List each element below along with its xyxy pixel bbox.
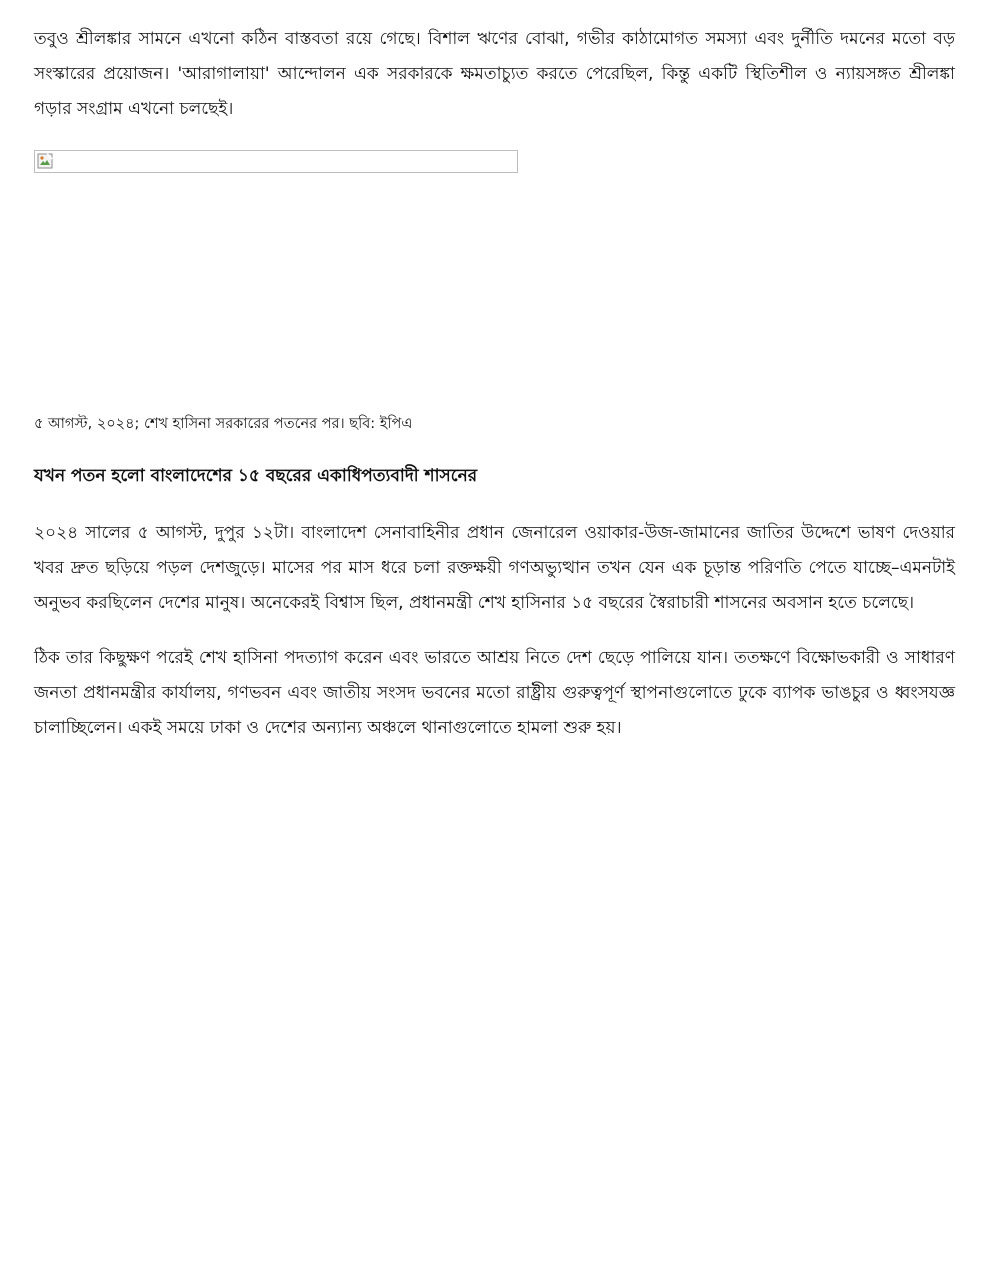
section-heading: যখন পতন হলো বাংলাদেশের ১৫ বছরের একাধিপত্যবাদী শাসনের [34,466,478,486]
image-caption: ৫ আগস্ট, ২০২৪; শেখ হাসিনা সরকারের পতনের পর। ছবি: ইপিএ [34,416,413,432]
intro-paragraph: তবুও শ্রীলঙ্কার সামনে এখনো কঠিন বাস্তবতা রয়ে গেছে। বিশাল ঋণের বোঝা, গভীর কাঠামোগত সমস্যা এবং দুর্নীতি দমনের মতো বড় সংস্কারের প্রয়োজন। 'আরাগালায়া' আন্দোলন এক সরকারকে ক্ষমতাচ্যুত করতে পেরেছিল, কিন্তু একটি স্থিতিশীল ও ন্যায়সঙ্গত শ্রীলঙ্কা গড়ার সংগ্রাম এখনো চলছেই। [34,29,955,119]
broken-image-icon [37,153,53,169]
image-area [34,173,955,413]
article-image [34,150,518,173]
article-page [34,22,955,746]
body-paragraph: ২০২৪ সালের ৫ আগস্ট, দুপুর ১২টা। বাংলাদেশ সেনাবাহিনীর প্রধান জেনারেল ওয়াকার-উজ-জামানের জাতির উদ্দেশে ভাষণ দেওয়ার খবর দ্রুত ছড়িয়ে পড়ল দেশজুড়ে। মাসের পর মাস ধরে চলা রক্তক্ষয়ী গণঅভ্যুত্থান তখন যেন এক চূড়ান্ত পরিণতি পেতে যাচ্ছে–এমনটাই অনুভব করছিলেন দেশের মানুষ। অনেকেরই বিশ্বাস ছিল, প্রধানমন্ত্রী শেখ হাসিনার ১৫ বছরের স্বৈরাচারী শাসনের অবসান হতে চলেছে। [34,523,955,613]
body-paragraph: ঠিক তার কিছুক্ষণ পরেই শেখ হাসিনা পদত্যাগ করেন এবং ভারতে আশ্রয় নিতে দেশ ছেড়ে পালিয়ে যান। ততক্ষণে বিক্ষোভকারী ও সাধারণ জনতা প্রধানমন্ত্রীর কার্যালয়, গণভবন এবং জাতীয় সংসদ ভবনের মতো রাষ্ট্রীয় গুরুত্বপূর্ণ স্থাপনাগুলোতে ঢুকে ব্যাপক ভাঙচুর ও ধ্বংসযজ্ঞ চালাচ্ছিলেন। একই সময়ে ঢাকা ও দেশের অন্যান্য অঞ্চলে থানাগুলোতে হামলা শুরু হয়। [34,648,956,738]
